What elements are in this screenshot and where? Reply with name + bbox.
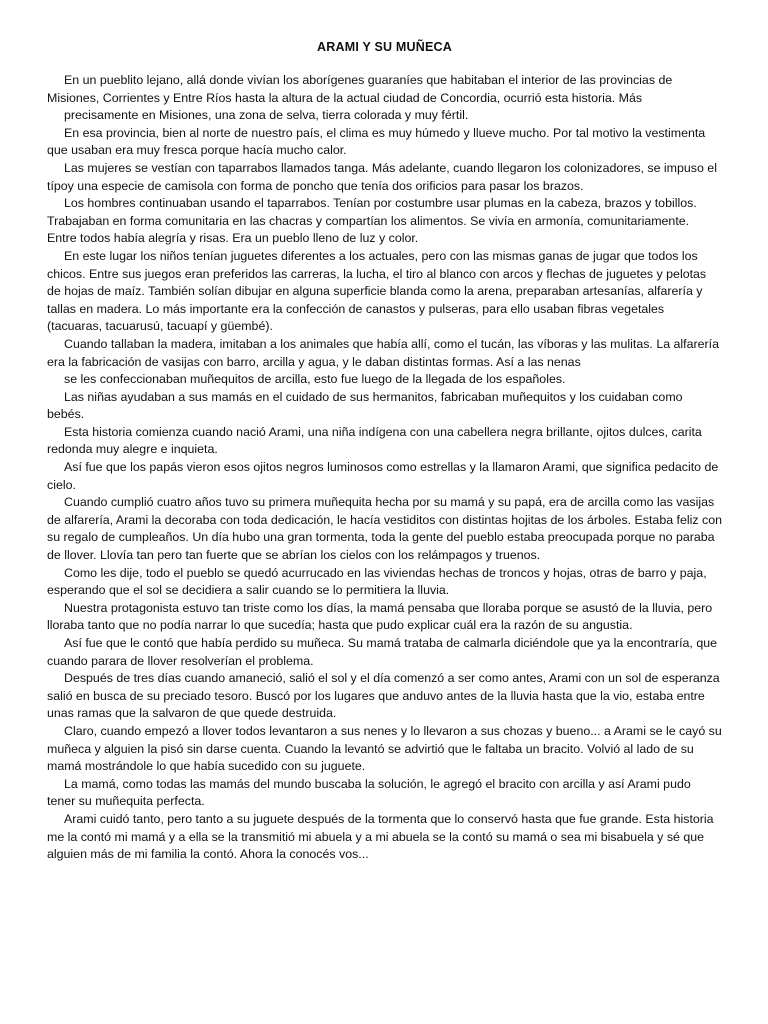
paragraph: precisamente en Misiones, una zona de selva, tierra colorada y muy fértil. [64,108,469,123]
document-body [47,72,722,864]
paragraph: Claro, cuando empezó a llover todos levantaron a sus nenes y lo llevaron a sus chozas y bueno... a Arami se le cayó su muñeca y alguien la pisó sin darse cuenta. Cuando la levantó se advirtió que le faltaba un bracito. Volvió al lado de su mamá mostrándole lo que había sucedido con su juguete. [47,723,722,774]
paragraph: Así fue que le contó que había perdido su muñeca. Su mamá trataba de calmarla diciéndole que ya la encontraría, que cuando parara de llover resolverían el problema. [47,636,717,668]
paragraph: Después de tres días cuando amaneció, salió el sol y el día comenzó a ser como antes, Arami con un sol de esperanza salió en busca de su preciado tesoro. Buscó por los lugares que anduvo antes de la lluvia hasta que la vio, estaba entre unas ramas que la salvaron de que quede destruida. [47,671,720,721]
paragraph: La mamá, como todas las mamás del mundo buscaba la solución, le agregó el bracito con arcilla y así Arami pudo tener su muñequita perfecta. [47,776,691,809]
paragraph: se les confeccionaban muñequitos de arcilla, esto fue luego de la llegada de los españoles. [64,372,566,387]
paragraph: En este lugar los niños tenían juguetes diferentes a los actuales, pero con las mismas ganas de jugar que todos los chicos. Entre sus juegos eran preferidos las carreras, la lucha, el tiro al blanco con arcos y flechas de juguetes y pelotas de hojas de maíz. También solían dibujar en alguna superficie blanda como la arena, preparaban artesanías, alfarería y tallas en madera. Lo más importante era la confección de canastos y pulseras, para ello usaban fibras vegetales (tacuaras, tacuarusú, tacuapí y güembé). [47,248,707,334]
paragraph: Esta historia comienza cuando nació Arami, una niña indígena con una cabellera negra brillante, ojitos dulces, carita redonda muy alegre e inquieta. [47,424,702,457]
paragraph: Las niñas ayudaban a sus mamás en el cuidado de sus hermanitos, fabricaban muñequitos y los cuidaban como bebés. [47,389,683,422]
paragraph: Las mujeres se vestían con taparrabos llamados tanga. Más adelante, cuando llegaron los colonizadores, se impuso el típoy una especie de camisola con forma de poncho que tenía dos orificios para pasar los brazos. [47,160,717,193]
paragraph: Los hombres continuaban usando el taparrabos. Tenían por costumbre usar plumas en la cabeza, brazos y tobillos. Trabajaban en forma comunitaria en las chacras y compartían los alimentos. Se vivía en armonía, comunitariamente. Entre todos había alegría y risas. Era un pueblo lleno de luz y color. [47,196,697,246]
paragraph: En esa provincia, bien al norte de nuestro país, el clima es muy húmedo y llueve mucho. Por tal motivo la vestimenta que usaban era muy fresca porque hacía mucho calor. [47,125,706,158]
paragraph: Cuando tallaban la madera, imitaban a los animales que había allí, como el tucán, las víboras y las mulitas. La alfarería era la fabricación de vasijas con barro, arcilla y agua, y le daban distintas formas. Así a las nenas [47,336,719,369]
paragraph: Así fue que los papás vieron esos ojitos negros luminosos como estrellas y la llamaron Arami, que significa pedacito de cielo. [47,460,719,492]
paragraph: Arami cuidó tanto, pero tanto a su juguete después de la tormenta que lo conservó hasta que fue grande. Esta historia me la contó mi mamá y a ella se la transmitió mi abuela y a mi abuela se la contó su mamá o sea mi bisabuela y sé que alguien más de mi familia la contó. Ahora la conocés vos... [47,811,714,862]
paragraph: Nuestra protagonista estuvo tan triste como los días, la mamá pensaba que lloraba porque se asustó de la lluvia, pero lloraba tanto que no podía narrar lo que sucedía; hasta que pudo explicar cuál era la razón de su angustia. [47,600,713,633]
paragraph: En un pueblito lejano, allá donde vivían los aborígenes guaraníes que habitaban el interior de las provincias de Misiones, Corrientes y Entre Ríos hasta la altura de la actual ciudad de Concordia, ocurrió esta historia. Más [47,73,673,105]
paragraph: Cuando cumplió cuatro años tuvo su primera muñequita hecha por su mamá y su papá, era de arcilla como las vasijas de alfarería, Arami la decoraba con toda dedicación, le hacía vestiditos con distintas hojitas de los árboles. Estaba feliz con su regalo de cumpleaños. Un día hubo una gran tormenta, toda la gente del pueblo estaba preocupada porque no paraba de llover. Llovía tan pero tan fuerte que se abrían los cielos con los relámpagos y truenos. [47,495,722,563]
paragraph: Como les dije, todo el pueblo se quedó acurrucado en las viviendas hechas de troncos y hojas, otras de barro y paja, esperando que el sol se decidiera a salir cuando se lo permitiera la lluvia. [47,565,707,598]
document-title: ARAMI Y SU MUÑECA [317,40,452,54]
